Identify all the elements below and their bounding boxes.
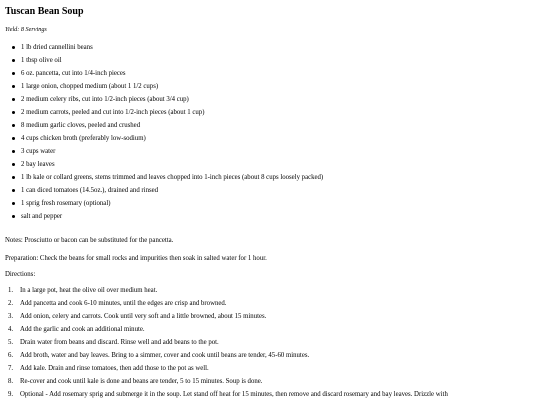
direction-step: Drain water from beans and discard. Rinse well and add beans to the pot. (20, 339, 219, 346)
ingredient-item: 1 large onion, chopped medium (about 1 1/2 cups) (21, 80, 323, 93)
recipe-preparation: Preparation: Check the beans for small rocks and impurities then soak in salted water for 1 hour. (5, 255, 267, 262)
ingredient-item: 1 lb kale or collard greens, stems trimmed and leaves chopped into 1-inch pieces (about 8 cups loosely packed) (21, 171, 323, 184)
directions-heading: Directions: (5, 271, 36, 278)
ingredients-list (0, 41, 323, 223)
ingredient-item: 1 lb dried cannellini beans (21, 41, 323, 54)
ingredient-item: salt and pepper (21, 210, 323, 223)
directions-list (0, 284, 448, 401)
ingredient-item: 2 medium celery ribs, cut into 1/2-inch pieces (about 3/4 cup) (21, 93, 323, 106)
ingredient-item: 2 medium carrots, peeled and cut into 1/2-inch pieces (about 1 cup) (21, 106, 323, 119)
ingredient-item: 6 oz. pancetta, cut into 1/4-inch pieces (21, 67, 323, 80)
direction-step: Add the garlic and cook an additional minute. (20, 326, 145, 333)
ingredient-item: 1 can diced tomatoes (14.5oz.), drained and rinsed (21, 184, 323, 197)
direction-step: Optional - Add rosemary sprig and submerge it in the soup. Let stand off heat for 15 minutes, then remove and discard rosemary and bay leaves. Drizzle with (20, 391, 448, 398)
ingredient-item: 1 tbsp olive oil (21, 54, 323, 67)
ingredient-item: 4 cups chicken broth (preferably low-sodium) (21, 132, 323, 145)
direction-step: Re-cover and cook until kale is done and beans are tender, 5 to 15 minutes. Soup is done. (20, 378, 263, 385)
recipe-yield: Yield: 8 Servings (5, 26, 47, 33)
ingredient-item: 2 bay leaves (21, 158, 323, 171)
direction-step: Add onion, celery and carrots. Cook until very soft and a little browned, about 15 minutes. (20, 313, 267, 320)
ingredient-item: 1 sprig fresh rosemary (optional) (21, 197, 323, 210)
recipe-notes: Notes: Prosciutto or bacon can be substituted for the pancetta. (5, 237, 174, 244)
ingredient-item: 8 medium garlic cloves, peeled and crushed (21, 119, 323, 132)
direction-step: Add broth, water and bay leaves. Bring to a simmer, cover and cook until beans are tender, 45-60 minutes. (20, 352, 310, 359)
direction-step: Add pancetta and cook 6-10 minutes, until the edges are crisp and browned. (20, 300, 227, 307)
recipe-title: Tuscan Bean Soup (5, 6, 84, 17)
ingredient-item: 3 cups water (21, 145, 323, 158)
direction-step: Add kale. Drain and rinse tomatoes, then add those to the pot as well. (20, 365, 209, 372)
direction-step: In a large pot, heat the olive oil over medium heat. (20, 287, 158, 294)
